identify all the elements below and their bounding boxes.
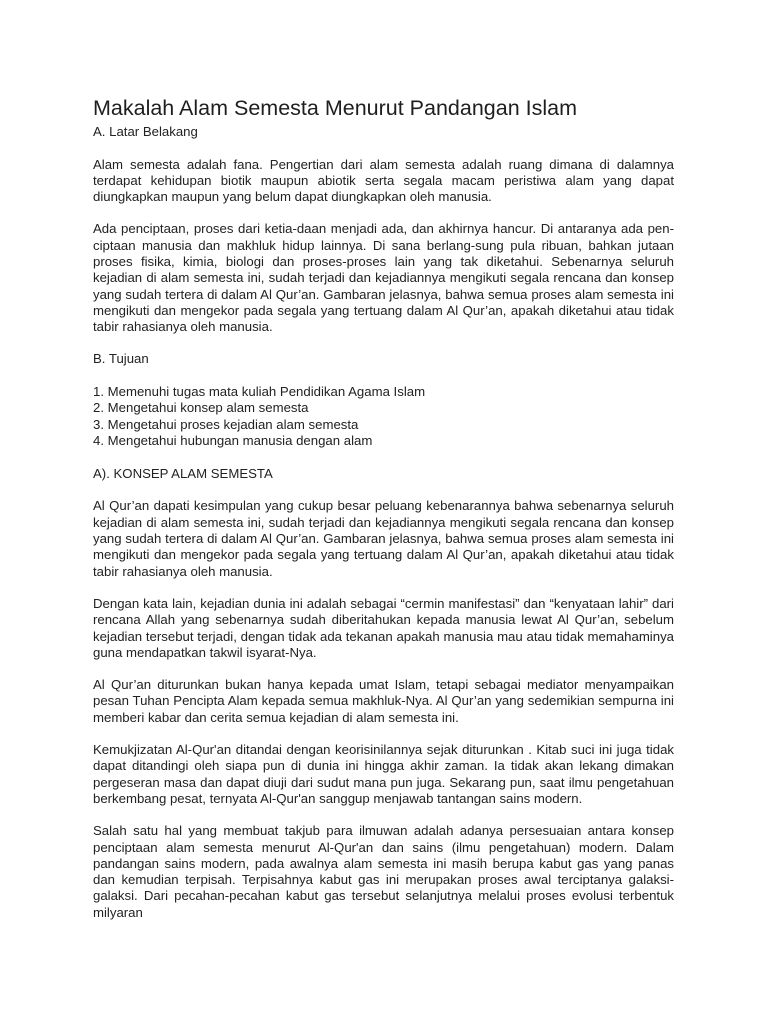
paragraph-konsep-1: Al Qur’an dapati kesimpulan yang cukup besar peluang kebenarannya bahwa sebenarnya seluruh kejadian di alam semesta ini, sudah terjadi dan kejadiannya mengikuti segala rencana dan konsep yang sudah tertera di dalam Al Qur’an. Gambaran jelasnya, bahwa semua proses alam semesta ini mengikuti dan mengekor pada segala yang tertuang dalam Al Qur’an, apakah diketahui atau tidak tabir rahasianya oleh manusia. [93, 498, 674, 579]
paragraph-konsep-2: Dengan kata lain, kejadian dunia ini adalah sebagai “cermin manifestasi” dan “kenyataan lahir” dari rencana Allah yang sebenarnya sudah diberitahukan kepada manusia lewat Al Qur’an, sebelum kejadian tersebut terjadi, dengan tidak ada tekanan apakah manusia mau atau tidak memahaminya guna mendapatkan takwil isyarat-Nya. [93, 595, 674, 660]
paragraph-sains-modern: Salah satu hal yang membuat takjub para ilmuwan adalah adanya persesuaian antara konsep penciptaan alam semesta menurut Al-Qur'an dan sains (ilmu pengetahuan) modern. Dalam pandangan sains modern, pada awalnya alam semesta ini masih berupa kabut gas yang panas dan kemudian terpisah. Terpisahnya kabut gas ini merupakan proses awal terciptanya galaksi-galaksi. Dari pecahan-pecahan kabut gas tersebut selanjutnya melalui proses evolusi terbentuk milyaran [93, 823, 674, 920]
section-heading-tujuan: B. Tujuan [93, 351, 149, 367]
paragraph-penciptaan: Ada penciptaan, proses dari ketia-daan menjadi ada, dan akhirnya hancur. Di antaranya ada pen-ciptaan manusia dan makhluk hidup lainnya. Di sana berlang-sung pula ribuan, bahkan jutaan proses fisika, kimia, biologi dan proses-proses lain yang tak diketahui. Sebenarnya seluruh kejadian di alam semesta ini, sudah terjadi dan kejadiannya mengikuti segala rencana dan konsep yang sudah tertera di dalam Al Qur’an. Gambaran jelasnya, bahwa semua proses alam semesta ini mengikuti dan mengekor pada segala yang tertuang dalam Al Qur’an, apakah diketahui atau tidak tabir rahasianya oleh manusia. [93, 221, 674, 335]
paragraph-konsep-3: Al Qur’an diturunkan bukan hanya kepada umat Islam, tetapi sebagai mediator menyampaikan pesan Tuhan Pencipta Alam kepada semua makhluk-Nya. Al Qur’an yang sedemikian sempurna ini memberi kabar dan cerita semua kejadian di alam semesta ini. [93, 677, 674, 725]
page-title: Makalah Alam Semesta Menurut Pandangan Islam [93, 96, 578, 120]
goals-list [93, 384, 674, 450]
list-item: 4. Mengetahui hubungan manusia dengan alam [93, 433, 373, 449]
list-item: 3. Mengetahui proses kejadian alam semesta [93, 416, 359, 432]
section-heading-latar-belakang: A. Latar Belakang [93, 124, 198, 139]
section-heading-konsep: A). KONSEP ALAM SEMESTA [93, 465, 273, 481]
list-item: 1. Memenuhi tugas mata kuliah Pendidikan Agama Islam [93, 383, 426, 399]
paragraph-alam-semesta: Alam semesta adalah fana. Pengertian dari alam semesta adalah ruang dimana di dalamnya terdapat kehidupan biotik maupun abiotik serta segala macam peristiwa alam yang dapat diungkapkan maupun yang belum dapat diungkapkan oleh manusia. [93, 156, 674, 205]
paragraph-kemukjizatan: Kemukjizatan Al-Qur'an ditandai dengan keorisinilannya sejak diturunkan . Kitab suci ini juga tidak dapat ditandingi oleh siapa pun di dunia ini hingga akhir zaman. Ia tidak akan lekang dimakan pergeseran masa dan dapat diuji dari sudut mana pun juga. Sekarang pun, saat ilmu pengetahuan berkembang pesat, ternyata Al-Qur'an sanggup menjawab tantangan sains modern. [93, 742, 674, 806]
list-item: 2. Mengetahui konsep alam semesta [93, 400, 309, 416]
